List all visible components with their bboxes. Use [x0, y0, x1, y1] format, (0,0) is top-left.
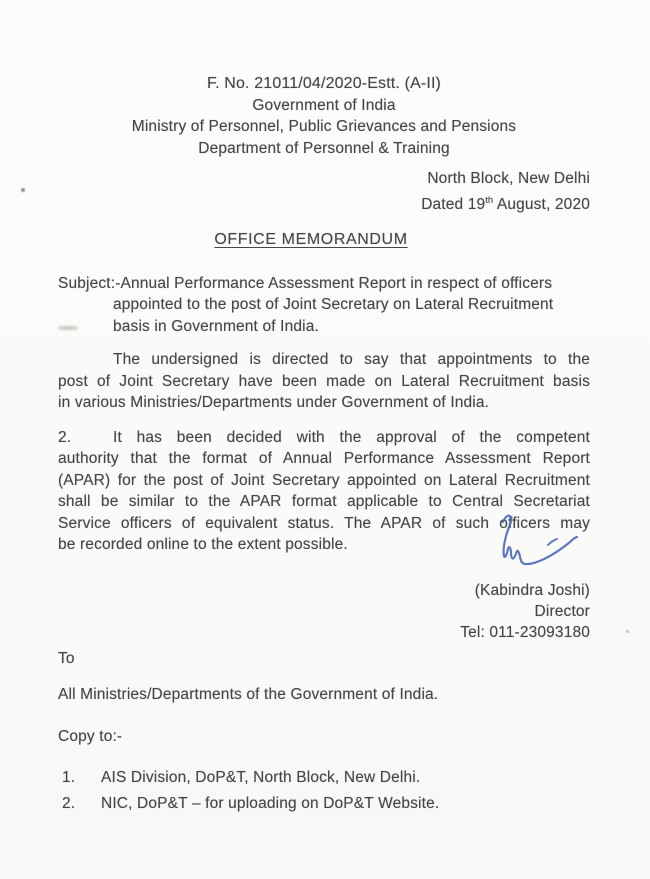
list-item — [58, 767, 590, 789]
date-prefix: Dated 19 — [421, 195, 486, 213]
subject-line: basis in Government of India. — [113, 317, 319, 335]
paragraph-line: authority that the format of Annual Performance Assessment Report — [58, 450, 590, 468]
date-ordinal-suffix: th — [485, 194, 494, 206]
list-item-number: 1. — [62, 769, 76, 787]
paragraph-line-text: It has been decided with the approval of the competent — [113, 428, 590, 446]
signatory-designation: Director — [534, 602, 590, 620]
paragraph-line: Service officers of equivalent status. The APAR of such officers may — [58, 514, 590, 532]
subject-line: appointed to the post of Joint Secretary on Lateral Recruitment — [113, 296, 554, 314]
paragraph-line: be recorded online to the extent possible. — [58, 536, 348, 554]
scan-speck — [626, 630, 629, 633]
file-number: F. No. 21011/04/2020-Estt. (A-II) — [206, 75, 442, 92]
org-government: Government of India — [252, 96, 396, 114]
list-item-number: 2. — [62, 794, 76, 812]
subject-block — [58, 273, 590, 338]
list-item — [58, 793, 590, 815]
paragraph-line: The undersigned is directed to say that appointments to the — [113, 351, 590, 369]
paragraph-line — [58, 427, 590, 449]
subject-line: Subject:-Annual Performance Assessment Report in respect of officers — [58, 274, 553, 292]
paragraph-line: (APAR) for the post of Joint Secretary appointed on Lateral Recruitment — [58, 471, 590, 489]
paragraph-line: shall be similar to the APAR format applicable to Central Secretariat — [58, 493, 590, 511]
scan-smudge — [58, 326, 78, 330]
paragraph-line: post of Joint Secretary have been made on Lateral Recruitment basis — [58, 372, 590, 390]
copy-to-label: Copy to:- — [58, 727, 123, 745]
letterhead — [58, 73, 590, 159]
date-suffix: August, 2020 — [493, 195, 590, 213]
paragraph-2 — [58, 427, 590, 556]
list-item-text: NIC, DoP&T – for uploading on DoP&T Website. — [101, 794, 440, 812]
paragraph-1 — [58, 349, 590, 414]
date-line — [58, 190, 590, 216]
signatory-name: (Kabindra Joshi) — [474, 581, 590, 599]
signatory-telephone: Tel: 011-23093180 — [460, 623, 590, 641]
dateline — [58, 168, 590, 215]
signatory-block — [58, 580, 590, 643]
to-label: To — [58, 649, 75, 667]
paragraph-line: in various Ministries/Departments under Government of India. — [58, 394, 490, 412]
org-ministry: Ministry of Personnel, Public Grievances and Pensions — [131, 118, 517, 135]
copy-to-list — [58, 767, 590, 814]
place-line: North Block, New Delhi — [427, 170, 590, 187]
recipient-line: All Ministries/Departments of the Government of India. — [58, 686, 439, 704]
scan-speck — [21, 188, 25, 192]
memo-title: OFFICE MEMORANDUM — [214, 231, 408, 249]
org-department: Department of Personnel & Training — [198, 139, 450, 157]
paragraph-number: 2. — [58, 428, 72, 446]
list-item-text: AIS Division, DoP&T, North Block, New Delhi. — [101, 769, 421, 787]
